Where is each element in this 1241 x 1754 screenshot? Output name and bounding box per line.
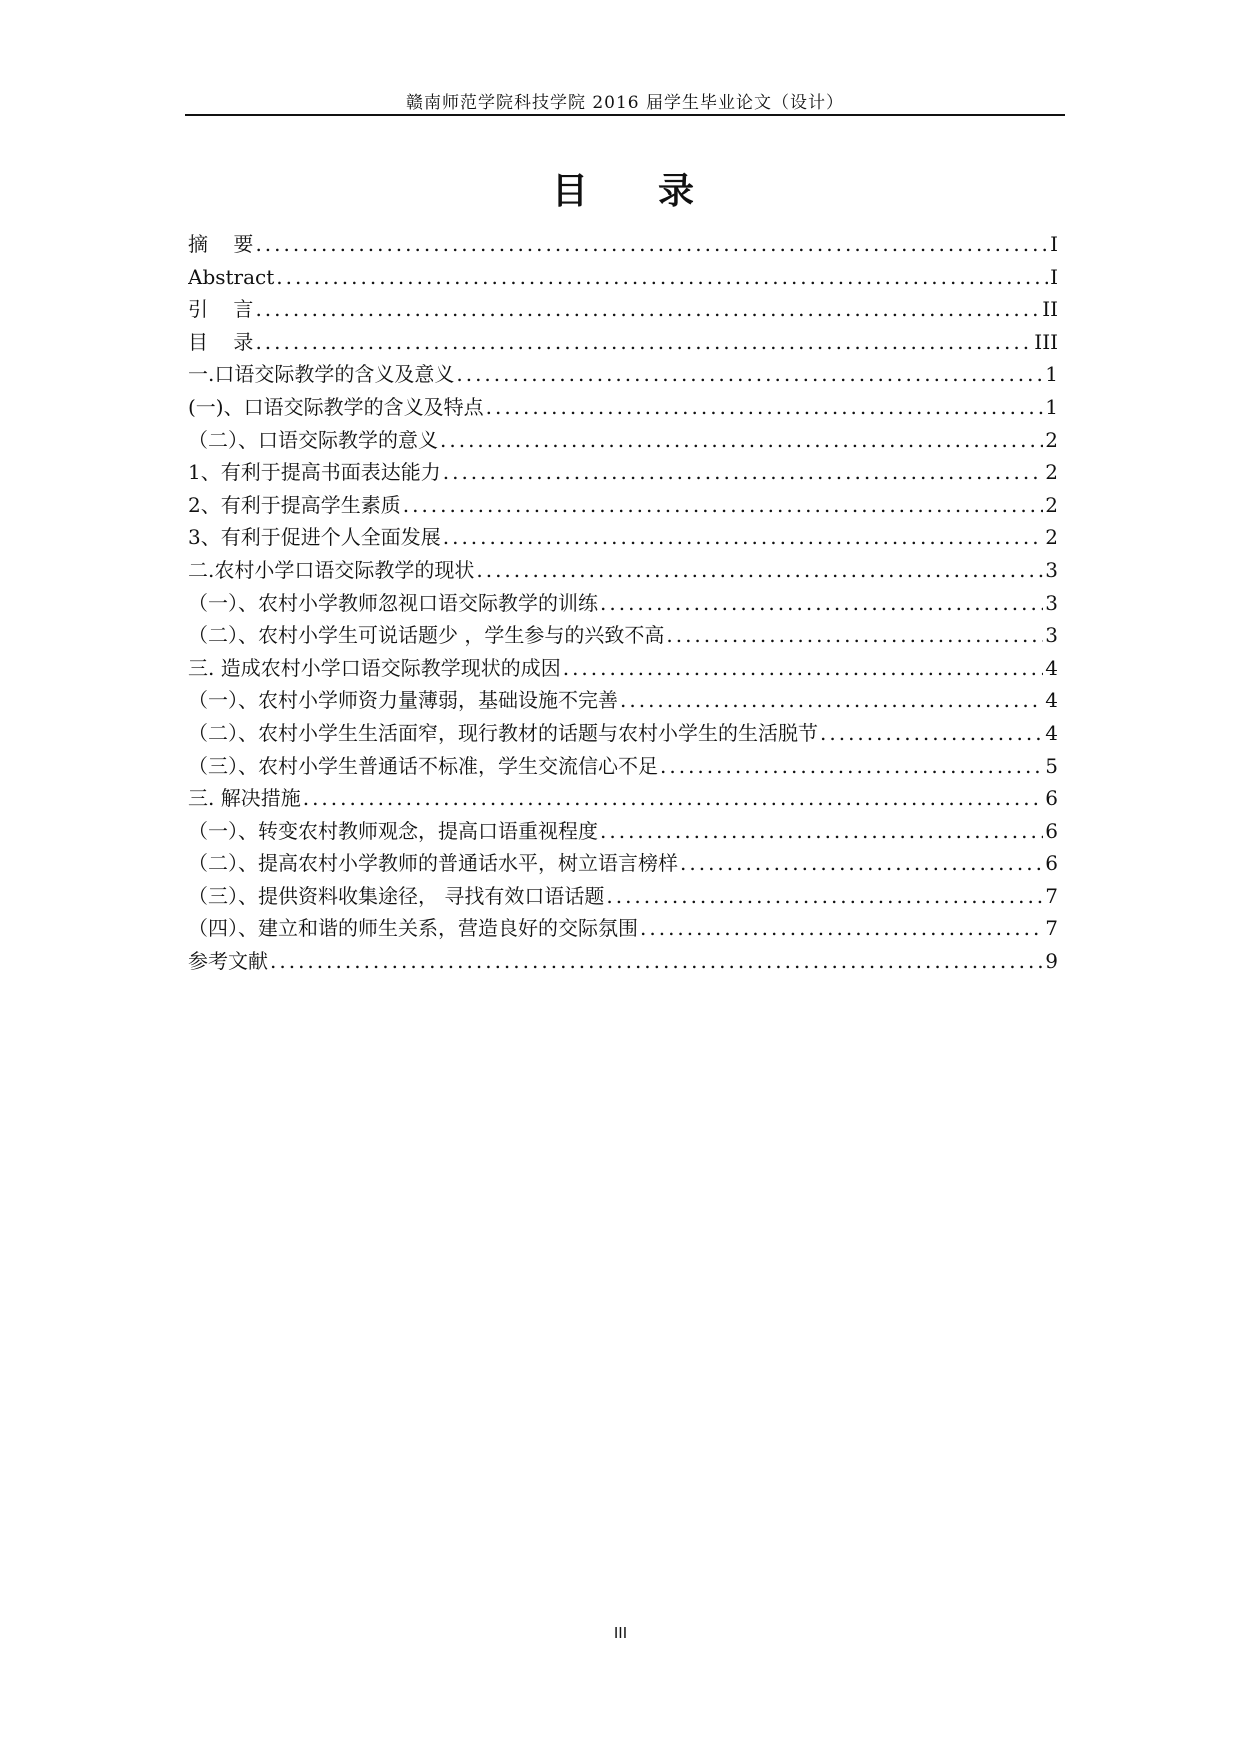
toc-entry-page: III [1034,329,1058,354]
toc-entry-page: 4 [1045,720,1058,745]
toc-entry-label: 2、有利于提高学生素质 [188,492,401,517]
toc-entry-page: 6 [1045,786,1058,811]
toc-entry-page: 6 [1045,851,1058,876]
toc-entry[interactable] [188,912,1058,945]
toc-dot-leader [476,554,1043,587]
toc-entry-label: （三）、农村小学生普通话不标准，学生交流信心不足 [188,753,658,778]
toc-dot-leader [680,847,1043,880]
toc-entry-page: 2 [1045,460,1058,485]
toc-entry-page: 3 [1045,557,1058,582]
toc-entry-label: （四）、建立和谐的师生关系，营造良好的交际氛围 [188,916,638,941]
toc-entry-label: 一.口语交际教学的含义及意义 [188,362,455,387]
toc-entry-page: 4 [1045,655,1058,680]
toc-dot-leader [270,945,1043,978]
toc-entry[interactable] [188,717,1058,750]
toc-dot-leader [456,358,1043,391]
toc-dot-leader [403,489,1044,522]
toc-entry-label: 二.农村小学口语交际教学的现状 [188,557,475,582]
toc-entry-page: 2 [1045,427,1058,452]
toc-entry[interactable] [188,358,1058,391]
toc-entry-label: （一）、转变农村教师观念，提高口语重视程度 [188,818,598,843]
toc-entry-label: 目 录 [188,329,254,354]
toc-entry-label: 三. 解决措施 [188,786,301,811]
toc-entry-label: （三）、提供资料收集途径， 寻找有效口语话题 [188,883,605,908]
toc-entry[interactable] [188,521,1058,554]
toc-entry-page: 7 [1045,883,1058,908]
toc-dot-leader [303,782,1044,815]
toc-entry-page: II [1042,297,1058,322]
toc-dot-leader [600,815,1043,848]
page-number: III [613,1624,628,1642]
toc-dot-leader [443,521,1044,554]
toc-entry[interactable] [188,880,1058,913]
toc-entry-label: 摘 要 [188,232,254,256]
toc-entry-label: 3、有利于促进个人全面发展 [188,525,441,550]
header-divider [185,114,1065,116]
toc-entry-page: 4 [1045,688,1058,713]
toc-dot-leader [255,326,1032,359]
toc-entry[interactable] [188,847,1058,880]
toc-dot-leader [276,261,1048,294]
toc-entry[interactable] [188,293,1058,326]
toc-entry-label: （一）、农村小学教师忽视口语交际教学的训练 [188,590,598,615]
toc-entry[interactable] [188,228,1058,261]
toc-entry-page: I [1050,264,1058,289]
toc-dot-leader [660,750,1043,783]
toc-dot-leader [486,391,1044,424]
toc-dot-leader [563,652,1044,685]
toc-entry-label: 三. 造成农村小学口语交际教学现状的成因 [188,655,561,680]
toc-entry[interactable] [188,815,1058,848]
toc-entry[interactable] [188,489,1058,522]
toc-entry-label: （二）、提高农村小学教师的普通话水平，树立语言榜样 [188,851,678,876]
toc-entry-page: 2 [1045,525,1058,550]
toc-entry-label: (一)、口语交际教学的含义及特点 [188,394,484,419]
toc-entry[interactable] [188,684,1058,717]
toc-entry-page: 5 [1045,753,1058,778]
toc-entry-label: （二）、口语交际教学的意义 [188,427,438,452]
toc-entry-page: 1 [1045,362,1058,387]
toc-entry[interactable] [188,945,1058,978]
toc-entry[interactable] [188,652,1058,685]
toc-entry[interactable] [188,326,1058,359]
toc-entry[interactable] [188,619,1058,652]
toc-entry-label: 1、有利于提高书面表达能力 [188,460,441,485]
toc-entry-page: 3 [1045,590,1058,615]
toc-entry-page: 2 [1045,492,1058,517]
toc-entry[interactable] [188,587,1058,620]
toc-entry-page: 9 [1045,949,1058,974]
toc-entry-page: 1 [1045,394,1058,419]
toc-entry-page: 3 [1045,623,1058,648]
toc-dot-leader [443,456,1044,489]
toc-entry-label: （一）、农村小学师资力量薄弱，基础设施不完善 [188,688,618,713]
toc-entry-label: 引 言 [188,297,254,322]
toc-entry-label: Abstract [188,264,275,289]
toc-title: 目 录 [551,170,699,212]
toc-entry-label: （二）、农村小学生生活面窄，现行教材的话题与农村小学生的生活脱节 [188,720,818,745]
toc-entry[interactable] [188,424,1058,457]
toc-entry[interactable] [188,456,1058,489]
toc-dot-leader [255,228,1048,261]
toc-dot-leader [600,587,1043,620]
toc-entry-label: 参考文献 [188,949,268,974]
toc-entry[interactable] [188,554,1058,587]
toc-entry-page: 7 [1045,916,1058,941]
toc-entry[interactable] [188,750,1058,783]
toc-entry[interactable] [188,391,1058,424]
toc-dot-leader [666,619,1043,652]
toc-dot-leader [820,717,1043,750]
toc-dot-leader [255,293,1040,326]
toc-entry[interactable] [188,782,1058,815]
toc-dot-leader [640,912,1043,945]
toc-dot-leader [620,684,1043,717]
toc-dot-leader [440,424,1043,457]
toc-entry[interactable] [188,261,1058,294]
running-header: 赣南师范学院科技学院 2016 届学生毕业论文（设计） [405,93,845,113]
toc-entry-page: 6 [1045,818,1058,843]
table-of-contents [188,228,1058,978]
toc-dot-leader [606,880,1043,913]
toc-entry-page: I [1050,232,1058,256]
toc-entry-label: （二）、农村小学生可说话题少 ，学生参与的兴致不高 [188,623,665,648]
